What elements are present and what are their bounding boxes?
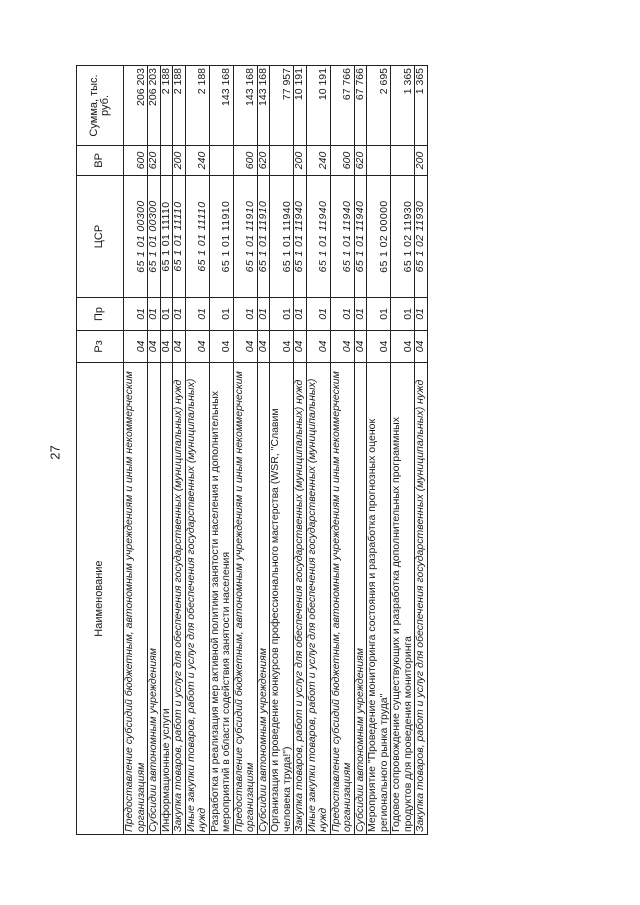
cell-sum: 143 168 <box>257 66 270 146</box>
cell-vr: 200 <box>415 145 428 175</box>
cell-csr: 65 1 01 11940 <box>306 175 330 297</box>
cell-name: Иные закупки товаров, работ и услуг для обеспечения государственных (муниципальных) нужд <box>306 363 330 835</box>
cell-sum: 10 191 <box>306 66 330 146</box>
cell-pr: 01 <box>306 298 330 330</box>
cell-csr: 65 1 01 11940 <box>270 175 294 297</box>
budget-table <box>76 65 428 835</box>
cell-vr <box>270 145 294 175</box>
cell-rz: 04 <box>185 330 209 362</box>
table-header-row <box>77 66 124 835</box>
cell-sum: 143 168 <box>233 66 257 146</box>
cell-vr: 600 <box>124 145 148 175</box>
cell-vr: 200 <box>173 145 186 175</box>
cell-vr: 200 <box>294 145 307 175</box>
cell-sum: 67 766 <box>330 66 354 146</box>
cell-pr: 01 <box>233 298 257 330</box>
cell-csr: 65 1 02 11930 <box>415 175 428 297</box>
cell-vr <box>160 145 173 175</box>
cell-name: Организация и проведение конкурсов профессионального мастерства (WSR, "Славим человека труда!") <box>270 363 294 835</box>
cell-name: Субсидии автономным учреждениям <box>354 363 367 835</box>
header-vr: ВР <box>77 145 124 175</box>
cell-sum: 2 188 <box>160 66 173 146</box>
cell-csr: 65 1 01 11940 <box>294 175 307 297</box>
cell-csr: 65 1 01 11910 <box>257 175 270 297</box>
cell-pr: 01 <box>294 298 307 330</box>
cell-name: Закупка товаров, работ и услуг для обеспечения государственных (муниципальных) нужд <box>173 363 186 835</box>
table-row <box>209 66 233 835</box>
cell-sum: 206 203 <box>124 66 148 146</box>
table-body <box>124 66 428 835</box>
cell-sum: 2 188 <box>173 66 186 146</box>
cell-csr: 65 1 02 00000 <box>367 175 391 297</box>
cell-name: Субсидии автономным учреждениям <box>257 363 270 835</box>
cell-vr: 620 <box>148 145 161 175</box>
cell-rz: 04 <box>294 330 307 362</box>
cell-csr: 65 1 01 11940 <box>354 175 367 297</box>
cell-vr: 620 <box>354 145 367 175</box>
cell-pr: 01 <box>185 298 209 330</box>
cell-name: Мероприятие "Проведение мониторинга состояния и разработка прогнозных оценок регионального рынка труда" <box>367 363 391 835</box>
cell-vr: 600 <box>330 145 354 175</box>
table-row <box>306 66 330 835</box>
cell-name: Информационные услуги <box>160 363 173 835</box>
cell-vr <box>367 145 391 175</box>
cell-rz: 04 <box>306 330 330 362</box>
cell-vr <box>209 145 233 175</box>
table-row <box>367 66 391 835</box>
cell-csr: 65 1 01 00300 <box>124 175 148 297</box>
cell-rz: 04 <box>354 330 367 362</box>
table-row <box>173 66 186 835</box>
cell-rz: 04 <box>233 330 257 362</box>
cell-name: Разработка и реализация мер активной политики занятости населения и дополнительных мероприятий в области содействия занятости населения <box>209 363 233 835</box>
cell-pr: 01 <box>391 298 415 330</box>
cell-rz: 04 <box>148 330 161 362</box>
table-row <box>415 66 428 835</box>
cell-rz: 04 <box>257 330 270 362</box>
cell-csr: 65 1 01 11910 <box>209 175 233 297</box>
cell-csr: 65 1 02 11930 <box>391 175 415 297</box>
cell-csr: 65 1 01 11110 <box>160 175 173 297</box>
cell-name: Иные закупки товаров, работ и услуг для обеспечения государственных (муниципальных) нужд <box>185 363 209 835</box>
budget-table-container <box>76 65 428 835</box>
table-row <box>233 66 257 835</box>
cell-sum: 10 191 <box>294 66 307 146</box>
cell-sum: 77 957 <box>270 66 294 146</box>
table-row <box>354 66 367 835</box>
cell-rz: 04 <box>367 330 391 362</box>
cell-rz: 04 <box>124 330 148 362</box>
cell-rz: 04 <box>330 330 354 362</box>
cell-name: Закупка товаров, работ и услуг для обеспечения государственных (муниципальных) нужд <box>415 363 428 835</box>
cell-vr: 620 <box>257 145 270 175</box>
cell-rz: 04 <box>415 330 428 362</box>
table-row <box>330 66 354 835</box>
cell-sum: 1 365 <box>415 66 428 146</box>
cell-vr: 240 <box>306 145 330 175</box>
cell-name: Годовое сопровождение существующих и разработка дополнительных программных продуктов для проведения мониторинга <box>391 363 415 835</box>
cell-pr: 01 <box>270 298 294 330</box>
cell-rz: 04 <box>270 330 294 362</box>
cell-rz: 04 <box>173 330 186 362</box>
cell-pr: 01 <box>257 298 270 330</box>
cell-csr: 65 1 01 11110 <box>173 175 186 297</box>
table-row <box>148 66 161 835</box>
cell-sum: 67 766 <box>354 66 367 146</box>
header-rz: Рз <box>77 330 124 362</box>
cell-name: Предоставление субсидий бюджетным, автономным учреждениям и иным некоммерческим организациям <box>233 363 257 835</box>
cell-pr: 01 <box>160 298 173 330</box>
cell-sum: 143 168 <box>209 66 233 146</box>
cell-csr: 65 1 01 11110 <box>185 175 209 297</box>
table-row <box>294 66 307 835</box>
cell-pr: 01 <box>330 298 354 330</box>
cell-rz: 04 <box>209 330 233 362</box>
cell-vr: 240 <box>185 145 209 175</box>
cell-pr: 01 <box>173 298 186 330</box>
cell-name: Предоставление субсидий бюджетным, автономным учреждениям и иным некоммерческим организациям <box>330 363 354 835</box>
cell-name: Закупка товаров, работ и услуг для обеспечения государственных (муниципальных) нужд <box>294 363 307 835</box>
cell-vr <box>391 145 415 175</box>
cell-csr: 65 1 01 00300 <box>148 175 161 297</box>
cell-sum: 206 203 <box>148 66 161 146</box>
cell-vr: 600 <box>233 145 257 175</box>
cell-pr: 01 <box>354 298 367 330</box>
page-number: 27 <box>47 445 63 460</box>
cell-name: Предоставление субсидий бюджетным, автономным учреждениям и иным некоммерческим организациям <box>124 363 148 835</box>
table-row <box>270 66 294 835</box>
cell-sum: 2 188 <box>185 66 209 146</box>
table-row <box>124 66 148 835</box>
cell-sum: 1 365 <box>391 66 415 146</box>
cell-rz: 04 <box>160 330 173 362</box>
cell-csr: 65 1 01 11910 <box>233 175 257 297</box>
cell-pr: 01 <box>209 298 233 330</box>
cell-sum: 2 695 <box>367 66 391 146</box>
cell-pr: 01 <box>124 298 148 330</box>
table-row <box>391 66 415 835</box>
cell-name: Субсидии автономным учреждениям <box>148 363 161 835</box>
cell-pr: 01 <box>148 298 161 330</box>
cell-rz: 04 <box>391 330 415 362</box>
cell-pr: 01 <box>415 298 428 330</box>
header-name: Наименование <box>77 363 124 835</box>
header-csr: ЦСР <box>77 175 124 297</box>
cell-csr: 65 1 01 11940 <box>330 175 354 297</box>
table-row <box>257 66 270 835</box>
header-pr: Пр <box>77 298 124 330</box>
cell-pr: 01 <box>367 298 391 330</box>
header-sum: Сумма, тыс. руб. <box>77 66 124 146</box>
table-row <box>185 66 209 835</box>
table-row <box>160 66 173 835</box>
